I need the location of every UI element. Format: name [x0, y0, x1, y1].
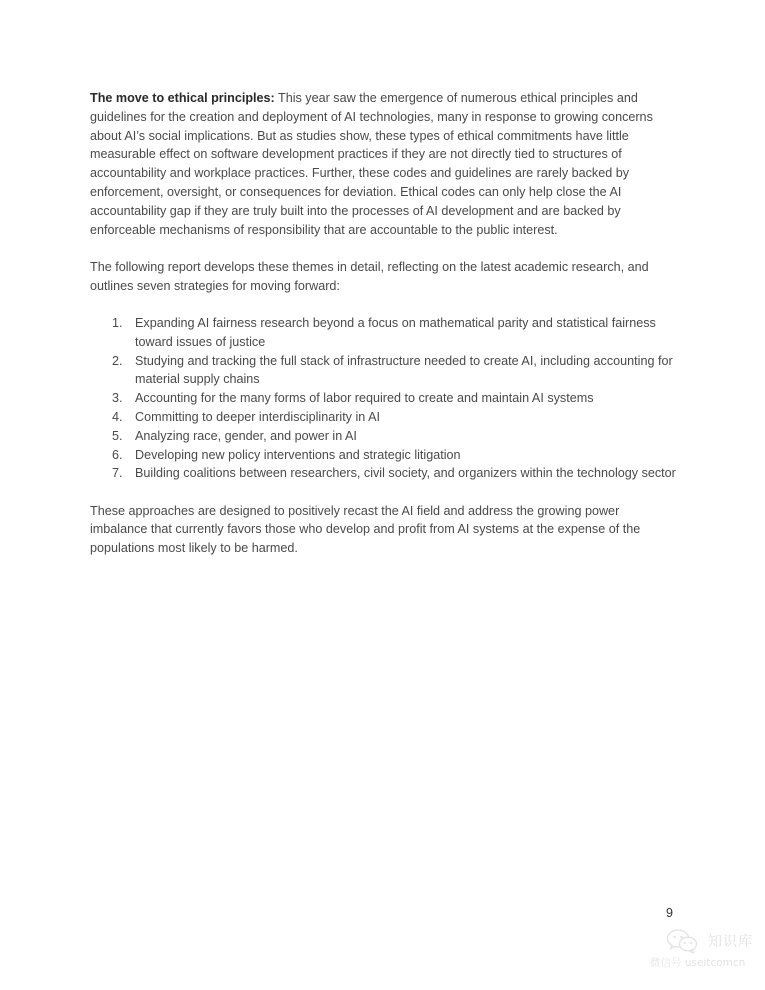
list-item-text: Committing to deeper interdisciplinarity in AI	[135, 409, 380, 424]
list-item-number: 4.	[112, 409, 123, 424]
watermark	[648, 928, 760, 972]
page-number: 9	[666, 906, 674, 920]
list-item-text: Building coalitions between researchers, civil society, and organizers within the technology sector	[135, 466, 676, 481]
list-item-number: 2.	[112, 353, 123, 368]
list-item-number: 3.	[112, 391, 123, 406]
list-item-text: Studying and tracking the full stack of infrastructure needed to create AI, including accounting for material supply chains	[135, 353, 673, 387]
report-intro-paragraph: The following report develops these themes in detail, reflecting on the latest academic research, and outlines seven strategies for moving forward:	[90, 259, 649, 293]
wechat-icon	[666, 928, 698, 954]
watermark-header	[666, 928, 753, 954]
list-item-text: Expanding AI fairness research beyond a focus on mathematical parity and statistical fairness toward issues of justice	[135, 315, 656, 349]
watermark-account: 微信号 useitcomcn	[650, 957, 746, 969]
page-content	[90, 89, 680, 558]
list-item-number: 5.	[112, 428, 123, 443]
list-item-number: 7.	[112, 466, 123, 481]
list-item-text: Analyzing race, gender, and power in AI	[135, 428, 357, 443]
list-item-text: Developing new policy interventions and strategic litigation	[135, 447, 461, 462]
list-item	[90, 352, 680, 390]
list-item-number: 1.	[112, 315, 123, 330]
list-item	[90, 408, 680, 427]
list-item	[90, 464, 680, 483]
section-body: This year saw the emergence of numerous ethical principles and guidelines for the creation and deployment of AI technologies, many in response to growing concerns about AI’s social implications. But as studies show, these types of ethical commitments have little measurable effect on software development practices if they are not directly tied to structures of accountability and workplace practices. Further, these codes and guidelines are rarely backed by enforcement, oversight, or consequences for deviation. Ethical codes can only help close the AI accountability gap if they are truly built into the processes of AI development and are backed by enforceable mechanisms of responsibility that are accountable to the public interest.	[90, 91, 653, 237]
list-item-number: 6.	[112, 447, 123, 462]
watermark-name: 知识库	[708, 934, 753, 950]
list-item-text: Accounting for the many forms of labor required to create and maintain AI systems	[135, 391, 594, 406]
list-item	[90, 446, 680, 465]
strategies-list	[90, 314, 680, 483]
list-item	[90, 314, 680, 352]
conclusion-paragraph: These approaches are designed to positively recast the AI field and address the growing power imbalance that currently favors those who develop and profit from AI systems at the expense of the populations most likely to be harmed.	[90, 503, 641, 556]
list-item	[90, 427, 680, 446]
section-lead: The move to ethical principles:	[90, 91, 275, 105]
list-item	[90, 389, 680, 408]
ethical-principles-paragraph	[90, 89, 680, 239]
